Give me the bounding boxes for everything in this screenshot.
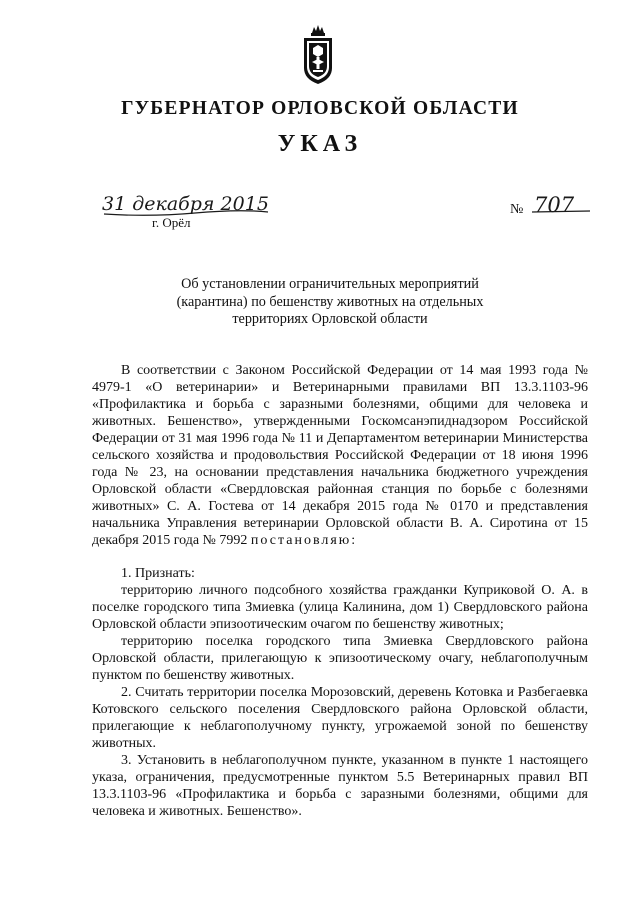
item-1-heading: 1. Признать: bbox=[121, 566, 195, 581]
decree-body bbox=[92, 362, 588, 820]
preamble-paragraph bbox=[92, 362, 588, 549]
handwritten-number bbox=[532, 190, 592, 220]
number-sign: № bbox=[510, 202, 524, 217]
decree-title bbox=[160, 276, 500, 329]
preamble-text: В соответствии с Законом Российской Федерации от 14 мая 1993 года № 4979-1 «О ветеринарии» и Ветеринарными правилами ВП 13.3.1103-96 «Профилактика и борьба с заразными болезнями, общими для человека и животных. Бешенство», утвержденными Госкомсанэпиднадзором Российской Федерации от 31 мая 1996 года № 11 и Департаментом ветеринарии Министерства сельского хозяйства и продовольствия Российской Федерации от 18 июня 1996 года № 23, на основании представления начальника бюджетного учреждения Орловской области «Свердловская районная станция по борьбе с болезнями животных» С. А. Гостева от 14 декабря 2015 года № 0170 и представления начальника Управления ветеринарии Орловской области В. А. Сиротина от 15 декабря 2015 года № 7992 bbox=[92, 363, 588, 548]
issuer-heading: ГУБЕРНАТОР ОРЛОВСКОЙ ОБЛАСТИ bbox=[121, 98, 519, 119]
title-line: (карантина) по бешенству животных на отдельных bbox=[176, 293, 484, 310]
handwritten-date-text: 31 декабря 2015 bbox=[102, 193, 269, 215]
item-1-subparagraph: территорию поселка городского типа Змиевка Свердловского района Орловской области, прилегающую к эпизоотическому очагу, неблагополучным пунктом по бешенству животных. bbox=[92, 634, 588, 683]
handwritten-number-text: 707 bbox=[534, 193, 575, 217]
item-3-paragraph: 3. Установить в неблагополучном пункте, указанном в пункте 1 настоящего указа, ограничения, предусмотренные пунктом 5.5 Ветеринарных правил ВП 13.3.1103-96 «Профилактика и борьба с заразными болезнями, общими для человека и животных. Бешенство». bbox=[92, 753, 588, 819]
document-type-heading: УКАЗ bbox=[277, 131, 363, 157]
title-line: территориях Орловской области bbox=[232, 311, 428, 328]
city-label: г. Орёл bbox=[152, 215, 191, 230]
coat-of-arms-emblem bbox=[301, 24, 335, 86]
item-1-subparagraph: территорию личного подсобного хозяйства гражданки Куприковой О. А. в поселке городского типа Змиевка (улица Калинина, дом 1) Свердловского района Орловской области эпизоотическим очагом по бешенству животных; bbox=[92, 583, 588, 632]
item-2-paragraph: 2. Считать территории поселка Морозовский, деревень Котовка и Разбегаевка Котовского сельского поселения Свердловского района Орловской области, прилегающие к неблагополучному пункту, угрожаемой зоной по бешенству животных. bbox=[92, 685, 588, 751]
title-line: Об установлении ограничительных мероприятий bbox=[181, 276, 479, 292]
decree-word: постановляю: bbox=[250, 533, 358, 548]
